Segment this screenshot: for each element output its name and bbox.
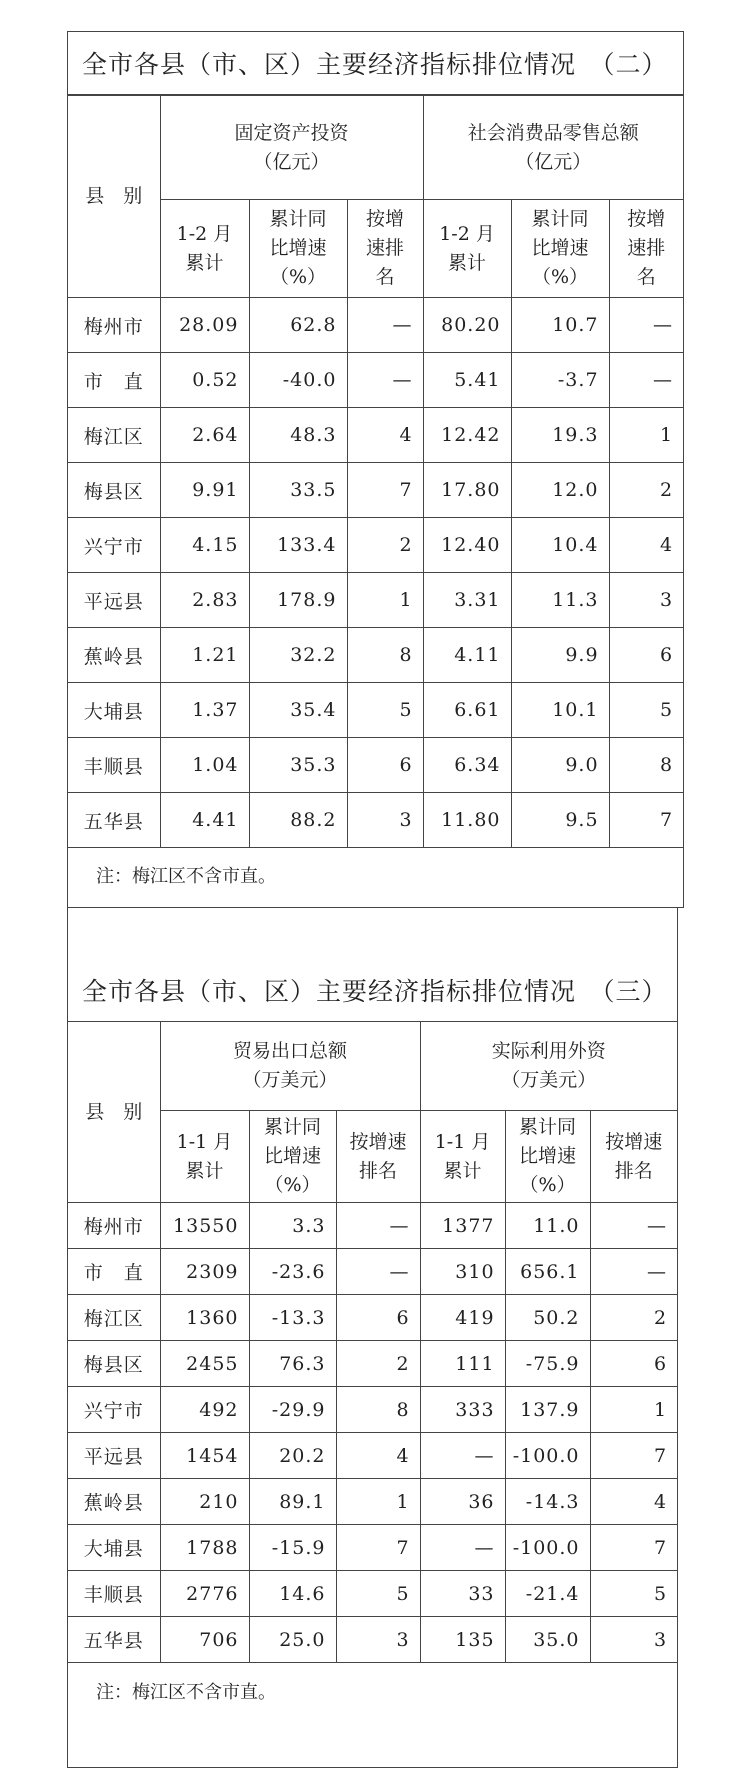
county-name: 大埔县 [68, 683, 160, 738]
header-line: 1-1 月 [176, 1130, 233, 1153]
cell-v1: 1360 [160, 1295, 249, 1341]
county-header: 县 别 [68, 1022, 160, 1203]
table-row [68, 408, 683, 463]
cell-v2: 80.20 [423, 298, 511, 353]
county-name: 梅州市 [68, 1203, 160, 1249]
cell-r1: 4 [347, 408, 423, 463]
header-line: 累计 [185, 251, 224, 274]
header-line: 比增速 [519, 1145, 577, 1167]
header-line: 比增速 [531, 237, 589, 259]
cell-r1: 7 [347, 463, 423, 518]
cell-g1: 14.6 [249, 1571, 336, 1617]
county-name: 兴宁市 [68, 1387, 160, 1433]
cell-r1: 2 [336, 1341, 420, 1387]
cell-r2: 6 [609, 628, 683, 683]
cell-v2: 6.34 [423, 738, 511, 793]
table-note: 注：梅江区不含市直。 [68, 848, 683, 903]
table-row [68, 1479, 677, 1525]
header-line: 累计同 [269, 208, 327, 230]
cell-v2: 6.61 [423, 683, 511, 738]
cell-v1: 1.21 [160, 628, 249, 683]
cell-v2: 17.80 [423, 463, 511, 518]
header-line: 累计 [185, 1159, 224, 1182]
group-header-1 [160, 1022, 420, 1111]
header-line: 比增速 [263, 1145, 321, 1167]
county-name: 市 直 [68, 353, 160, 408]
cell-g1: 33.5 [249, 463, 347, 518]
cell-g1: 133.4 [249, 518, 347, 573]
table-row [68, 1295, 677, 1341]
cumulative-header [420, 1111, 505, 1203]
cell-r1: 3 [336, 1617, 420, 1663]
cumulative-header [160, 1111, 249, 1203]
county-name: 蕉岭县 [68, 1479, 160, 1525]
cell-g2: 9.0 [511, 738, 609, 793]
header-line: 按增 [366, 208, 405, 230]
cumulative-header [160, 200, 249, 298]
cell-r1: 6 [347, 738, 423, 793]
cell-r1: — [347, 353, 423, 408]
table-row [68, 793, 683, 848]
cell-g1: 48.3 [249, 408, 347, 463]
table-note: 注：梅江区不含市直。 [68, 1663, 677, 1719]
cell-v1: 2309 [160, 1249, 249, 1295]
header-line: （%） [269, 266, 327, 288]
table-row [68, 1387, 677, 1433]
group-header-unit: （万美元） [242, 1069, 338, 1091]
table-title: 全市各县（市、区）主要经济指标排位情况 （三） [82, 976, 668, 1006]
cell-v1: 0.52 [160, 353, 249, 408]
rank-header [590, 1111, 677, 1203]
cell-g2: -100.0 [505, 1525, 590, 1571]
table-row [68, 1341, 677, 1387]
cell-v2: — [420, 1525, 505, 1571]
cell-g1: 76.3 [249, 1341, 336, 1387]
header-line: 排名 [359, 1159, 398, 1182]
cell-v1: 2.64 [160, 408, 249, 463]
cell-v2: 12.42 [423, 408, 511, 463]
group-header-unit: （亿元） [515, 150, 592, 173]
county-header: 县 别 [68, 96, 160, 298]
cell-g1: 62.8 [249, 298, 347, 353]
cell-g1: -23.6 [249, 1249, 336, 1295]
cell-r2: 7 [590, 1525, 677, 1571]
cell-g2: 656.1 [505, 1249, 590, 1295]
cell-r1: — [336, 1249, 420, 1295]
cell-r1: 8 [336, 1387, 420, 1433]
county-name: 梅州市 [68, 298, 160, 353]
header-line: 速排 [627, 237, 666, 259]
header-line: 累计同 [531, 208, 589, 230]
cell-g2: 50.2 [505, 1295, 590, 1341]
cell-g1: 20.2 [249, 1433, 336, 1479]
cell-r2: 7 [609, 793, 683, 848]
cell-v2: 1377 [420, 1203, 505, 1249]
cell-r1: — [347, 298, 423, 353]
cell-v1: 1.04 [160, 738, 249, 793]
cell-v2: 333 [420, 1387, 505, 1433]
table-row [68, 518, 683, 573]
cell-v2: 5.41 [423, 353, 511, 408]
county-name: 平远县 [68, 573, 160, 628]
county-name: 丰顺县 [68, 1571, 160, 1617]
group-header-unit: （万美元） [501, 1069, 597, 1091]
data-table [68, 1021, 677, 1718]
data-table [68, 95, 683, 902]
cell-g2: 12.0 [511, 463, 609, 518]
cell-v1: 1.37 [160, 683, 249, 738]
cell-g1: -15.9 [249, 1525, 336, 1571]
header-line: 累计 [443, 1159, 482, 1182]
cell-g2: -3.7 [511, 353, 609, 408]
cell-r2: 2 [590, 1295, 677, 1341]
cell-v2: — [420, 1433, 505, 1479]
cell-g2: 9.9 [511, 628, 609, 683]
county-name: 兴宁市 [68, 518, 160, 573]
cell-v2: 4.11 [423, 628, 511, 683]
table-row [68, 683, 683, 738]
cell-v1: 2776 [160, 1571, 249, 1617]
cell-g1: 35.4 [249, 683, 347, 738]
cell-g1: 3.3 [249, 1203, 336, 1249]
cell-r1: 5 [336, 1571, 420, 1617]
group-header-line: 贸易出口总额 [233, 1040, 348, 1062]
header-line: 按增速 [605, 1130, 663, 1153]
cell-r1: 2 [347, 518, 423, 573]
header-line: 按增速 [349, 1130, 407, 1153]
table-row [68, 1433, 677, 1479]
table-title: 全市各县（市、区）主要经济指标排位情况 （二） [68, 32, 683, 95]
county-name: 梅县区 [68, 1341, 160, 1387]
cell-v2: 111 [420, 1341, 505, 1387]
county-name: 大埔县 [68, 1525, 160, 1571]
cell-r2: — [609, 353, 683, 408]
cell-r1: 4 [336, 1433, 420, 1479]
table-row [68, 463, 683, 518]
cell-r1: 5 [347, 683, 423, 738]
cell-g2: -100.0 [505, 1433, 590, 1479]
group-header-line: 社会消费品零售总额 [467, 121, 639, 144]
cell-r1: 3 [347, 793, 423, 848]
cell-g1: -13.3 [249, 1295, 336, 1341]
table-block-3 [67, 908, 678, 1768]
cell-g2: 10.7 [511, 298, 609, 353]
table-block-2 [67, 31, 684, 908]
county-name: 梅县区 [68, 463, 160, 518]
cell-r2: 5 [609, 683, 683, 738]
cell-r1: 1 [336, 1479, 420, 1525]
cell-g2: 10.1 [511, 683, 609, 738]
cell-v2: 33 [420, 1571, 505, 1617]
header-line: （%） [532, 266, 589, 288]
table-row [68, 573, 683, 628]
cell-g2: -75.9 [505, 1341, 590, 1387]
growth-header [505, 1111, 590, 1203]
header-line: 按增 [627, 208, 666, 230]
group-header-2 [420, 1022, 677, 1111]
cumulative-header [423, 200, 511, 298]
header-line: 累计同 [519, 1116, 577, 1138]
growth-header [249, 1111, 336, 1203]
cell-r1: 6 [336, 1295, 420, 1341]
county-name: 市 直 [68, 1249, 160, 1295]
cell-v1: 4.15 [160, 518, 249, 573]
header-line: 排名 [614, 1159, 653, 1182]
cell-v2: 310 [420, 1249, 505, 1295]
growth-header [249, 200, 347, 298]
table-row [68, 298, 683, 353]
cell-r2: 1 [609, 408, 683, 463]
header-line: 名 [636, 266, 656, 288]
county-name: 梅江区 [68, 408, 160, 463]
cell-v2: 3.31 [423, 573, 511, 628]
table-row [68, 628, 683, 683]
group-header-line: 固定资产投资 [234, 121, 349, 144]
growth-header [511, 200, 609, 298]
cell-g2: 35.0 [505, 1617, 590, 1663]
cell-r2: 2 [609, 463, 683, 518]
cell-v1: 4.41 [160, 793, 249, 848]
cell-v2: 12.40 [423, 518, 511, 573]
county-name: 五华县 [68, 793, 160, 848]
group-header-2 [423, 96, 683, 200]
cell-g1: -29.9 [249, 1387, 336, 1433]
cell-r1: 1 [347, 573, 423, 628]
county-name: 五华县 [68, 1617, 160, 1663]
cell-g2: 9.5 [511, 793, 609, 848]
cell-v2: 36 [420, 1479, 505, 1525]
group-header-unit: （亿元） [253, 150, 330, 173]
cell-g2: 11.3 [511, 573, 609, 628]
header-line: （%） [519, 1174, 576, 1196]
cell-g1: 89.1 [249, 1479, 336, 1525]
cell-g1: -40.0 [249, 353, 347, 408]
header-line: 累计同 [263, 1116, 321, 1138]
group-header-1 [160, 96, 423, 200]
cell-g1: 88.2 [249, 793, 347, 848]
header-line: （%） [264, 1174, 321, 1196]
header-line: 1-1 月 [434, 1130, 491, 1153]
cell-r2: — [590, 1203, 677, 1249]
cell-v1: 28.09 [160, 298, 249, 353]
county-name: 梅江区 [68, 1295, 160, 1341]
cell-r2: 7 [590, 1433, 677, 1479]
cell-v1: 210 [160, 1479, 249, 1525]
cell-g2: -14.3 [505, 1479, 590, 1525]
cell-v2: 11.80 [423, 793, 511, 848]
table-row [68, 738, 683, 793]
cell-r2: — [590, 1249, 677, 1295]
cell-v1: 1454 [160, 1433, 249, 1479]
cell-r1: 7 [336, 1525, 420, 1571]
cell-g1: 35.3 [249, 738, 347, 793]
header-line: 1-2 月 [176, 222, 233, 245]
cell-r2: 5 [590, 1571, 677, 1617]
table-row [68, 353, 683, 408]
header-line: 1-2 月 [439, 222, 495, 245]
rank-header [336, 1111, 420, 1203]
cell-v1: 2.83 [160, 573, 249, 628]
cell-g2: -21.4 [505, 1571, 590, 1617]
county-name: 平远县 [68, 1433, 160, 1479]
cell-r2: 1 [590, 1387, 677, 1433]
cell-v1: 2455 [160, 1341, 249, 1387]
cell-r2: 3 [590, 1617, 677, 1663]
cell-g1: 32.2 [249, 628, 347, 683]
table-row [68, 1617, 677, 1663]
cell-g2: 137.9 [505, 1387, 590, 1433]
cell-r2: 6 [590, 1341, 677, 1387]
cell-v1: 706 [160, 1617, 249, 1663]
cell-v2: 135 [420, 1617, 505, 1663]
cell-g2: 19.3 [511, 408, 609, 463]
table-row [68, 1571, 677, 1617]
table-row [68, 1525, 677, 1571]
cell-g2: 10.4 [511, 518, 609, 573]
county-name: 丰顺县 [68, 738, 160, 793]
header-line: 比增速 [269, 237, 327, 259]
table-row [68, 1203, 677, 1249]
table-row [68, 1249, 677, 1295]
cell-g2: 11.0 [505, 1203, 590, 1249]
cell-r1: — [336, 1203, 420, 1249]
cell-r2: — [609, 298, 683, 353]
rank-header [609, 200, 683, 298]
cell-v1: 13550 [160, 1203, 249, 1249]
cell-r2: 8 [609, 738, 683, 793]
cell-r2: 3 [609, 573, 683, 628]
cell-v1: 1788 [160, 1525, 249, 1571]
cell-r2: 4 [609, 518, 683, 573]
cell-v1: 9.91 [160, 463, 249, 518]
cell-g1: 178.9 [249, 573, 347, 628]
cell-r1: 8 [347, 628, 423, 683]
header-line: 速排 [366, 237, 405, 259]
group-header-line: 实际利用外资 [491, 1040, 606, 1062]
cell-v2: 419 [420, 1295, 505, 1341]
cell-r2: 4 [590, 1479, 677, 1525]
cell-g1: 25.0 [249, 1617, 336, 1663]
header-line: 累计 [448, 251, 487, 274]
cell-v1: 492 [160, 1387, 249, 1433]
header-line: 名 [375, 266, 395, 288]
county-name: 蕉岭县 [68, 628, 160, 683]
rank-header [347, 200, 423, 298]
